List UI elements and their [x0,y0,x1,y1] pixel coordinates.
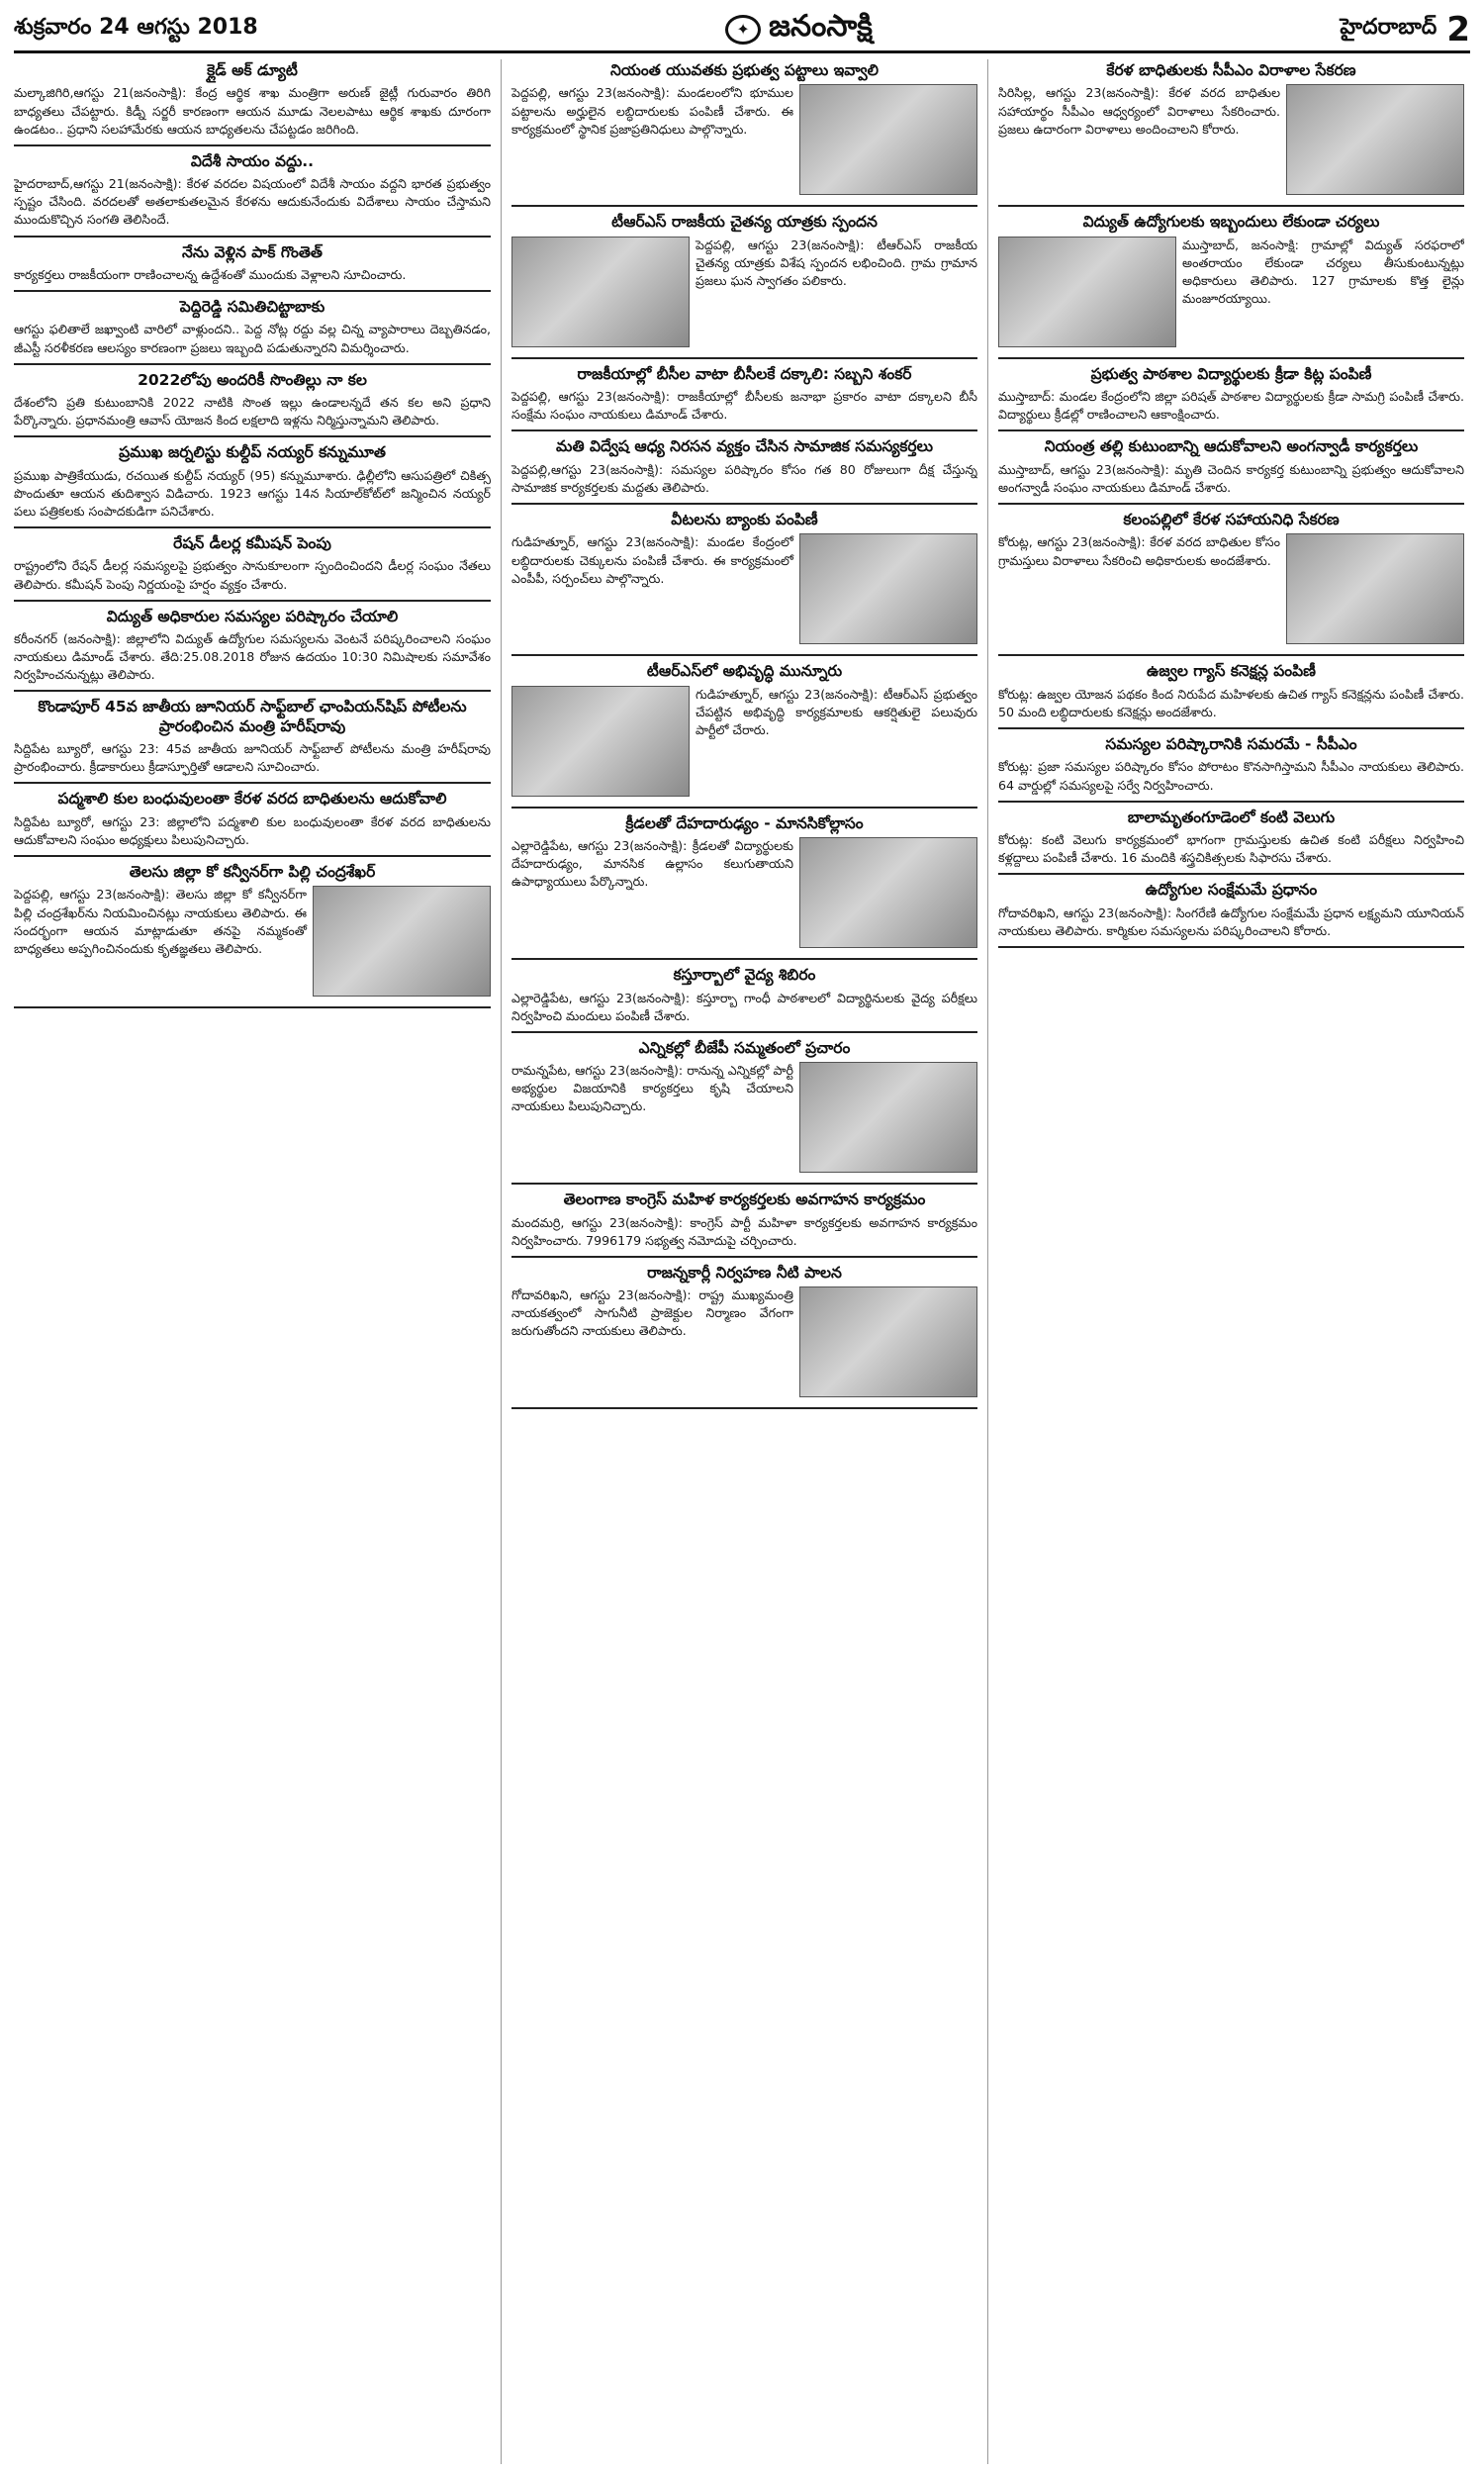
news-story [14,371,491,438]
news-story [511,1264,977,1409]
issue-date: శుక్రవారం 24 ఆగస్టు 2018 [14,14,258,40]
story-body: ముస్తాబాద్, ఆగస్టు 23(జనంసాక్షి): మృతి చెందిన కార్యకర్త కుటుంబాన్ని ప్రభుత్వం ఆదుకోవాలని అంగన్వాడీ సంఘం నాయకులు డిమాండ్ చేశారు. [998,461,1464,495]
story-body: ముస్తాబాద్, జనంసాక్షి: గ్రామాల్లో విద్యుత్ సరఫరాలో అంతరాయం లేకుండా చర్యలు తీసుకుంటున్నట్లు అధికారులు తెలిపారు. 127 గ్రామాలకు కొత్త లైన్లు మంజూరయ్యాయి. [1182,237,1464,307]
news-story [14,443,491,528]
story-headline: నేను వెళ్లిన పాక్‌ గొంతెత్ [182,242,323,261]
news-story [14,298,491,365]
story-headline: ఉద్యోగుల సంక్షేమమే ప్రధానం [1145,881,1318,900]
news-columns [14,59,1470,2464]
story-body: పెద్దపల్లి, ఆగస్టు 23(జనంసాక్షి): టీఆర్ఎస్ రాజకీయ చైతన్య యాత్రకు విశేష స్పందన లభించింది. గ్రామ గ్రామాన ప్రజలు ఘన స్వాగతం పలికారు. [696,237,977,288]
news-story [998,809,1464,876]
story-headline: నియంత యువతకు ప్రభుత్వ పట్టాలు ఇవ్వాలి [610,61,879,79]
story-headline: కేరళ బాధితులకు సీపీఎం విరాళాల సేకరణ [1106,61,1356,79]
story-headline: ఉజ్వల గ్యాస్ కనెక్షన్ల పంపిణీ [1147,662,1316,681]
news-story [511,61,977,207]
story-headline: సమస్యల పరిష్కారానికి సమరమే - సీపీఎం [1105,735,1357,753]
story-body: మందమర్రి, ఆగస్టు 23(జనంసాక్షి): కాంగ్రెస్ పార్టీ మహిళా కార్యకర్తలకు అవగాహన కార్యక్రమం నిర్వహించారు. 7996179 సభ్యత్వ నమోదుపై చర్చించారు. [511,1214,977,1248]
story-headline: పద్మశాలి కుల బంధువులంతా కేరళ వరద బాధితులను ఆదుకోవాలి [57,790,447,809]
news-story [998,213,1464,358]
news-story [998,881,1464,948]
story-body: కోరుట్ల: ప్రజా సమస్యల పరిష్కారం కోసం పోరాటం కొనసాగిస్తామని సీపీఎం నాయకులు తెలిపారు. 64 వార్డుల్లో సమస్యలపై సర్వే నిర్వహించారు. [998,759,1464,793]
story-photo [511,237,690,347]
story-headline: బాలామృతంగూడెంలో కంటి వెలుగు [1127,808,1336,826]
story-body: ఎల్లారెడ్డిపేట, ఆగస్టు 23(జనంసాక్షి): కస్తూర్బా గాంధీ పాఠశాలలో విద్యార్థినులకు వైద్య పరీక్షలు నిర్వహించి మందులు పంపిణీ చేశారు. [511,990,977,1023]
story-body: సిద్దిపేట బ్యూరో, ఆగస్టు 23: జిల్లాలోని పద్మశాలి కుల బంధువులంతా కేరళ వరద బాధితులను ఆదుకోవాలని సంఘం అధ్యక్షులు పిలుపునిచ్చారు. [14,813,491,847]
story-body: పెద్దపల్లి, ఆగస్టు 23(జనంసాక్షి): మండలంలోని భూముల పట్టాలను అర్హులైన లబ్ధిదారులకు పంపిణీ చేశారు. ఈ కార్యక్రమంలో స్థానిక ప్రజాప్రతినిధులు పాల్గొన్నారు. [511,85,793,137]
news-story [14,243,491,293]
story-body: పెద్దపల్లి, ఆగస్టు 23(జనంసాక్షి): రాజకీయాల్లో బీసీలకు జనాభా ప్రకారం వాటా దక్కాలని బీసీ సంక్షేమ సంఘం నాయకులు డిమాండ్ చేశారు. [511,389,977,423]
story-headline: ఎన్నికల్లో బీజేపీ సమ్మతంలో ప్రచారం [638,1038,851,1057]
story-body: ఎల్లారెడ్డిపేట, ఆగస్టు 23(జనంసాక్షి): క్రీడలతో విద్యార్థులకు దేహదారుఢ్యం, మానసిక ఉల్లాసం కలుగుతాయని ఉపాధ్యాయులు పేర్కొన్నారు. [511,838,793,890]
story-headline: తెలసు జిల్లా కో కన్వీనర్‌గా పిల్లి చంద్రశేఖర్ [129,863,376,881]
news-story [998,511,1464,656]
story-headline: క్లైడ్ అక్ డ్యూటీ [207,61,298,79]
news-story [998,365,1464,432]
story-headline: పెద్దిరెడ్డి సమితిచిట్టాబాకు [179,298,325,316]
story-photo [799,837,977,948]
story-headline: టీఆర్ఎస్ రాజకీయ చైతన్య యాత్రకు స్పందన [611,213,878,232]
story-photo [799,1286,977,1397]
news-story [511,1190,977,1258]
story-headline: రాజన్నకార్లీ నిర్వహణ నీటి పాలన [647,1263,842,1282]
story-photo [998,237,1176,347]
paper-logo-icon: ✦ [725,15,761,45]
story-body: కోరుట్ల: ఉజ్వల యోజన పథకం కింద నిరుపేద మహిళలకు ఉచిత గ్యాస్ కనెక్షన్లను పంపిణీ చేశారు. 50 మంది లబ్ధిదారులకు కనెక్షన్లు అందజేశారు. [998,686,1464,719]
story-body: గోదావరిఖని, ఆగస్టు 23(జనంసాక్షి): రాష్ట్ర ముఖ్యమంత్రి నాయకత్వంలో సాగునీటి ప్రాజెక్టుల నిర్మాణం వేగంగా జరుగుతోందని నాయకులు తెలిపారు. [511,1287,793,1339]
news-story [998,437,1464,505]
story-headline: మతి విద్వేష ఆధ్య నిరసన వ్యక్తం చేసిన సామాజిక సమస్యకర్తలు [556,437,933,456]
story-headline: కలంపల్లిలో కేరళ సహాయనిధి సేకరణ [1123,511,1340,528]
edition-city: హైదరాబాద్ [1340,14,1438,40]
story-headline: విద్యుత్ ఉద్యోగులకు ఇబ్బందులు లేకుండా చర్యలు [1082,213,1380,232]
news-story [511,365,977,432]
story-headline: వీటలను బ్యాంకు పంపిణీ [671,511,818,528]
story-headline: రేషన్ డీలర్ల కమీషన్ పెంపు [173,534,331,552]
news-story [511,213,977,358]
news-column [14,59,491,2464]
story-body: గోదావరిఖని, ఆగస్టు 23(జనంసాక్షి): సింగరేణి ఉద్యోగుల సంక్షేమమే ప్రధాన లక్ష్యమని యూనియన్ నాయకులు తెలిపారు. కార్మికుల సమస్యలను పరిష్కరించాలని కోరారు. [998,904,1464,938]
news-story [14,698,491,784]
story-body: కోరుట్ల: కంటి వెలుగు కార్యక్రమంలో భాగంగా గ్రామస్తులకు ఉచిత కంటి పరీక్షలు నిర్వహించి కళ్లద్దాలు పంపిణీ చేశారు. 16 మందికి శస్త్రచికిత్సలకు సిఫారసు చేశారు. [998,832,1464,866]
story-headline: 2022లోపు అందరికీ సొంతిల్లు నా కల [138,370,367,389]
story-body: పెద్దపల్లి, ఆగస్టు 23(జనంసాక్షి): తెలసు జిల్లా కో కన్వీనర్‌గా పిల్లి చంద్రశేఖర్‌ను నియమించినట్లు నాయకులు తెలిపారు. ఈ సందర్భంగా ఆయన మాట్లాడుతూ తనపై నమ్మకంతో బాధ్యతలు అప్పగించినందుకు కృతజ్ఞతలు తెలిపారు. [14,887,307,956]
story-headline: కొండాపూర్ 45వ జాతీయ జూనియర్ సాఫ్ట్‌బాల్ ఛాంపియన్‌షిప్ పోటీలను ప్రారంభించిన మంత్రి హరీష్‌రావు [38,698,467,735]
story-photo [799,1062,977,1173]
news-story [511,1039,977,1185]
story-body: దేశంలోని ప్రతి కుటుంబానికి 2022 నాటికి సొంత ఇల్లు ఉండాలన్నదే తన కల అని ప్రధాని పేర్కొన్నారు. ప్రధానమంత్రి ఆవాస్ యోజన కింద లక్షలాది ఇళ్లను నిర్మిస్తున్నామని తెలిపారు. [14,395,491,428]
news-story [511,511,977,656]
news-story [14,608,491,693]
news-column [987,59,1464,2464]
story-body: గుడిహత్నూర్, ఆగస్టు 23(జనంసాక్షి): టీఆర్ఎస్ ప్రభుత్వం చేపట్టిన అభివృద్ధి కార్యక్రమాలకు ఆకర్షితులై పలువురు పార్టీలో చేరారు. [696,686,977,737]
story-headline: విదేశీ సాయం వద్దు.. [190,151,315,170]
page-number: 2 [1446,9,1470,49]
news-story [998,662,1464,729]
story-headline: ప్రభుత్వ పాఠశాల విద్యార్థులకు క్రీడా కిట్ల పంపిణీ [1090,364,1372,383]
story-headline: నియంత్ర తల్లి కుటుంబాన్ని ఆదుకోవాలని అంగన్వాడీ కార్యకర్తలు [1044,437,1419,456]
story-photo [313,886,491,997]
story-body: రాష్ట్రంలోని రేషన్ డీలర్ల సమస్యలపై ప్రభుత్వం సానుకూలంగా స్పందించిందని డీలర్ల సంఘం నేతలు తెలిపారు. కమీషన్ పెంపు నిర్ణయంపై హర్షం వ్యక్తం చేశారు. [14,558,491,592]
edition-info [1340,10,1470,49]
story-body: కరీంనగర్ (జనంసాక్షి): జిల్లాలోని విద్యుత్ ఉద్యోగుల సమస్యలను వెంటనే పరిష్కరించాలని సంఘం నాయకులు డిమాండ్ చేశారు. తేది:25.08.2018 రోజున ఉదయం 10:30 నిమిషాలకు సమావేశం నిర్వహించనున్నట్లు తెలిపారు. [14,631,491,683]
story-headline: కస్తూర్బాలో వైద్య శిబిరం [673,966,816,985]
story-headline: విద్యుత్ అధికారుల సమస్యల పరిష్కారం చేయాలి [106,607,399,625]
story-body: మల్కాజిగిరి,ఆగస్టు 21(జనంసాక్షి): కేంద్ర ఆర్థిక శాఖ మంత్రిగా అరుణ్ జైట్లీ గురువారం తిరిగి బాధ్యతలు చేపట్టారు. కిడ్నీ సర్జరీ కారణంగా ఆయన మూడు నెలలపాటు ఆర్థిక శాఖకు దూరంగా ఉండటం.. ప్రధాని సలహామేరకు ఆయన బాధ్యతలను చేపట్టడం జరిగింది. [14,85,491,137]
news-story [511,966,977,1033]
story-body: కార్యకర్తలు రాజకీయంగా రాణించాలన్న ఉద్దేశంతో ముందుకు వెళ్లాలని సూచించారు. [14,266,407,282]
paper-name: జనంసాక్షి [769,8,873,44]
story-body: రామన్నపేట, ఆగస్టు 23(జనంసాక్షి): రానున్న ఎన్నికల్లో పార్టీ అభ్యర్థుల విజయానికి కార్యకర్తలు కృషి చేయాలని నాయకులు పిలుపునిచ్చారు. [511,1063,793,1114]
news-story [511,662,977,808]
paper-title [725,9,873,50]
story-photo [1286,84,1464,195]
news-story [998,61,1464,207]
story-body: ప్రముఖ పాత్రికేయుడు, రచయిత కుల్దీప్ నయ్యర్ (95) కన్నుమూశారు. ఢిల్లీలోని ఆసుపత్రిలో చికిత్స పొందుతూ ఆయన తుదిశ్వాస విడిచారు. 1923 ఆగస్టు 14న సియాల్‌కోట్‌లో జన్మించిన నయ్యర్ పలు పత్రికలకు సంపాదకుడిగా పనిచేశారు. [14,467,491,519]
story-body: ముస్తాబాద్: మండల కేంద్రంలోని జిల్లా పరిషత్ పాఠశాల విద్యార్థులకు క్రీడా సామగ్రి పంపిణీ చేశారు. విద్యార్థులు క్రీడల్లో రాణించాలని ఆకాంక్షించారు. [998,389,1464,423]
story-body: సిరిసిల్ల, ఆగస్టు 23(జనంసాక్షి): కేరళ వరద బాధితుల సహాయార్థం సీపీఎం ఆధ్వర్యంలో విరాళాలు సేకరించారు. ప్రజలు ఉదారంగా విరాళాలు అందించాలని కోరారు. [998,85,1280,137]
story-photo [799,533,977,644]
story-photo [799,84,977,195]
story-body: గుడిహత్నూర్, ఆగస్టు 23(జనంసాక్షి): మండల కేంద్రంలో లబ్ధిదారులకు చెక్కులను పంపిణీ చేశారు. ఈ కార్యక్రమంలో ఎంపీపీ, సర్పంచ్‌లు పాల్గొన్నారు. [511,534,793,586]
masthead [14,8,1470,53]
news-story [14,61,491,146]
story-headline: క్రీడలతో దేహదారుఢ్యం - మానసికోల్లాసం [625,813,864,832]
news-story [511,814,977,960]
story-body: సిద్దిపేట బ్యూరో, ఆగస్టు 23: 45వ జాతీయ జూనియర్ సాఫ్ట్‌బాల్ పోటీలను మంత్రి హరీష్‌రావు ప్రారంభించారు. క్రీడాకారులు క్రీడాస్ఫూర్తితో ఆడాలని సూచించారు. [14,741,491,775]
story-headline: టీఆర్ఎస్‌లో అభివృద్ధి మున్నూరు [646,662,843,681]
story-photo [1286,533,1464,644]
story-headline: తెలంగాణ కాంగ్రెస్ మహిళ కార్యకర్తలకు అవగాహన కార్యక్రమం [563,1190,926,1209]
news-story [14,534,491,602]
story-photo [511,686,690,797]
story-headline: ప్రముఖ జర్నలిస్టు కుల్దీప్ నయ్యర్ కన్నుమూత [119,443,386,462]
news-story [998,735,1464,803]
story-body: కోరుట్ల, ఆగస్టు 23(జనంసాక్షి): కేరళ వరద బాధితుల కోసం గ్రామస్తులు విరాళాలు సేకరించి అధికారులకు అందజేశారు. [998,534,1280,568]
story-body: ఆగస్టు ఫలితాలే జఖ్వాంటి వారిలో వాళ్లుందని.. పెద్ద నోట్ల రద్దు వల్ల చిన్న వ్యాపారాలు దెబ్బతినడం, జీఎస్టీ సరళీకరణ ఆలస్యం కారణంగా ప్రజలు ఇబ్బంది పడుతున్నారని విమర్శించారు. [14,322,491,355]
news-column [501,59,977,2464]
story-body: పెద్దపల్లి,ఆగస్టు 23(జనంసాక్షి): సమస్యల పరిష్కారం కోసం గత 80 రోజులుగా దీక్ష చేస్తున్న సామాజిక కార్యకర్తలకు మద్దతు తెలిపారు. [511,461,977,495]
news-story [511,437,977,505]
news-story [14,863,491,1008]
story-body: హైదరాబాద్,ఆగస్టు 21(జనంసాక్షి): కేరళ వరదల విషయంలో విదేశీ సాయం వద్దని భారత ప్రభుత్వం స్పష్టం చేసింది. వరదలతో అతలాకుతలమైన కేరళను ఆదుకునేందుకు విదేశాలు సాయం చేస్తామని ముందుకొచ్చిన సంగతి తెలిసిందే. [14,176,491,228]
story-headline: రాజకీయాల్లో బీసీల వాటా బీసీలకే దక్కాలి: సబ్బని శంకర్ [577,364,912,383]
news-story [14,790,491,857]
news-story [14,152,491,238]
